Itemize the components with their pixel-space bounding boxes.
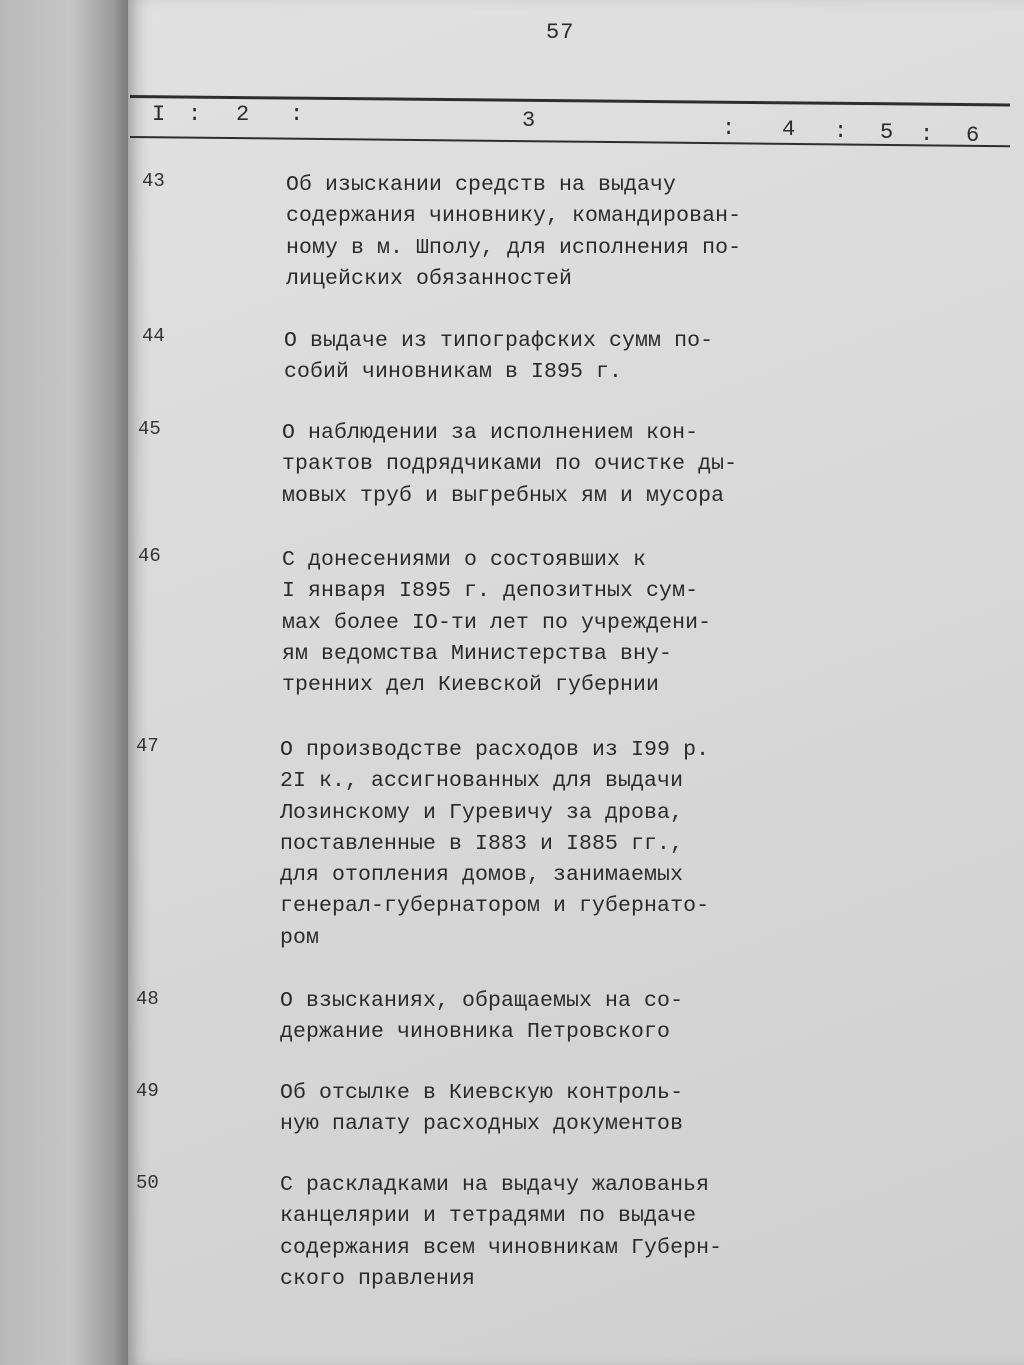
entry-text-48: О взысканиях, обращаемых на со- держание чиновника Петровского xyxy=(280,989,684,1045)
column-separator-1: : xyxy=(188,102,202,127)
entry-number-46: 46 xyxy=(138,545,161,567)
entry-text-47: О производстве расходов из I99 р. 2I к., ассигнованных для выдачи Лозинскому и Гуревичу за дрова, поставленные в I883 и I885 гг., для отопления домов, занимаемых генерал-губернатором и губернато- ром xyxy=(280,738,710,950)
entry-number-48: 48 xyxy=(136,988,159,1010)
entry-text-44: О выдаче из типографских сумм по- собий чиновникам в I895 г. xyxy=(284,329,714,385)
entry-number-47: 47 xyxy=(136,735,159,757)
column-header-2: 2 xyxy=(236,102,250,127)
column-header-4: 4 xyxy=(782,117,796,142)
entry-number-43: 43 xyxy=(142,170,165,192)
previous-page-edge xyxy=(6,80,36,980)
column-header-5: 5 xyxy=(880,120,894,145)
entry-number-44: 44 xyxy=(142,325,165,347)
column-header-6: 6 xyxy=(966,123,980,148)
entry-text-45: О наблюдении за исполнением кон- трактов подрядчиками по очистке ды- мовых труб и выгребных ям и мусора xyxy=(282,421,738,508)
page-number: 57 xyxy=(546,20,575,45)
document-page xyxy=(128,0,1024,1365)
table-header-top-rule xyxy=(130,95,1010,106)
entry-number-49: 49 xyxy=(136,1080,159,1102)
entry-number-50: 50 xyxy=(136,1172,159,1194)
column-separator-4: : xyxy=(834,119,848,144)
entry-text-46: С донесениями о состоявших к I января I895 г. депозитных сум- мах более IO-ти лет по учреждени- ям ведомства Министерства вну- тренних дел Киевской губернии xyxy=(282,548,712,698)
column-separator-3: : xyxy=(722,116,736,141)
book-binding-gutter xyxy=(0,0,128,1365)
entry-text-50: С раскладками на выдачу жалованья канцелярии и тетрадями по выдаче содержания всем чиновникам Губерн- ского правления xyxy=(280,1173,723,1291)
column-separator-2: : xyxy=(290,102,304,127)
column-header-3: 3 xyxy=(522,108,536,133)
column-header-1: I xyxy=(152,102,166,127)
entry-number-45: 45 xyxy=(138,418,161,440)
entry-text-49: Об отсылке в Киевскую контроль- ную палату расходных документов xyxy=(280,1081,684,1137)
entry-text-43: Об изыскании средств на выдачу содержания чиновнику, командирован- ному в м. Шполу, для исполнения по- лицейских обязанностей xyxy=(286,173,742,291)
table-header-bottom-rule xyxy=(130,136,1010,147)
column-separator-5: : xyxy=(920,122,934,147)
